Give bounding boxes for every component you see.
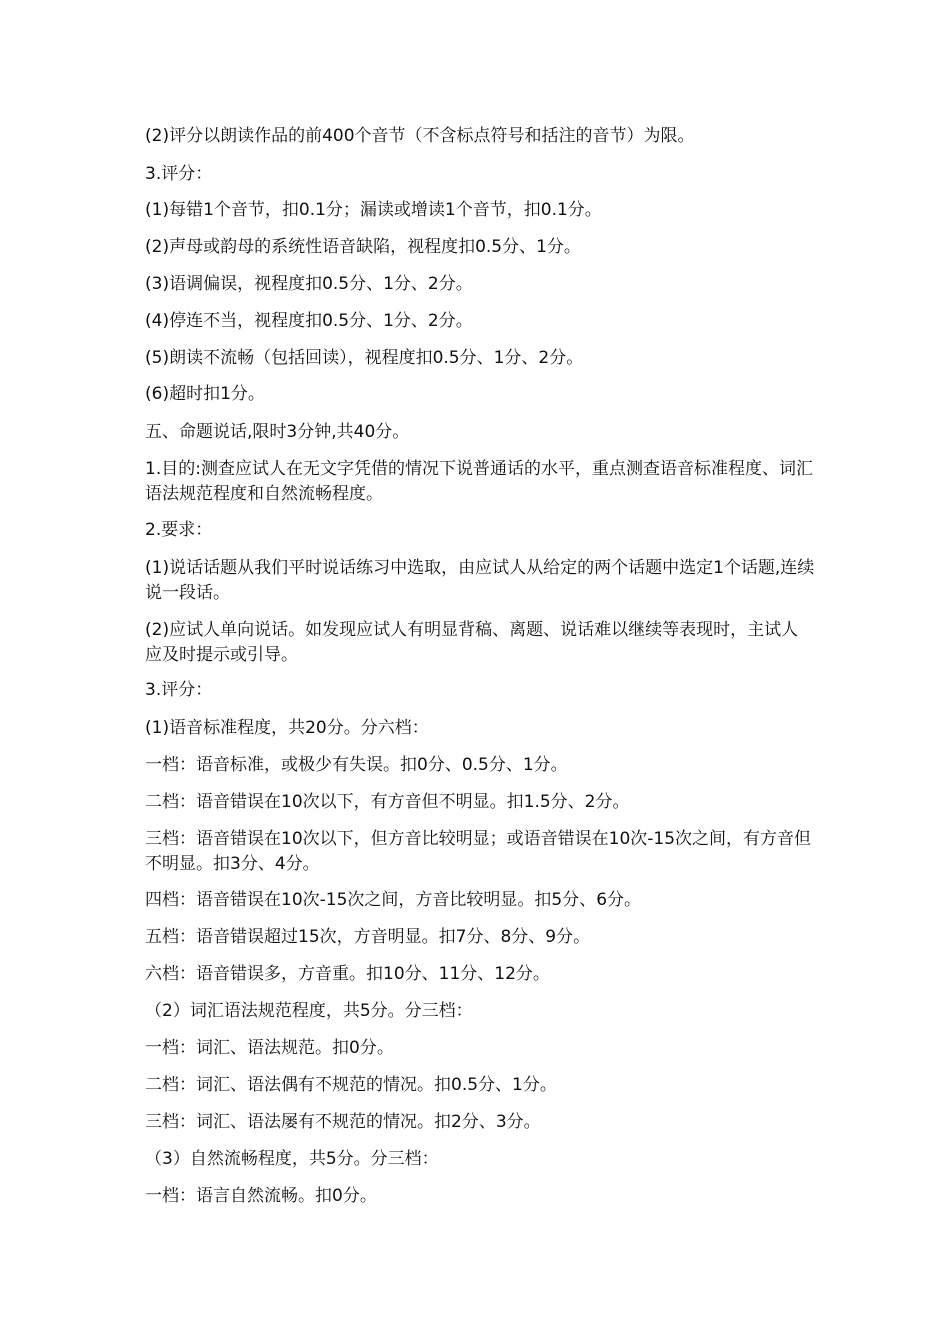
paragraph: (1)语音标准程度，共20分。分六档： [145,718,429,738]
paragraph: 二档：词汇、语法偶有不规范的情况。扣0.5分、1分。 [145,1075,557,1095]
paragraph: (3)语调偏误，视程度扣0.5分、1分、2分。 [145,274,473,294]
paragraph: 3.评分： [145,164,213,184]
section-heading: 五、命题说话,限时3分钟,共40分。 [145,422,410,442]
paragraph: 五档：语音错误超过15次，方音明显。扣7分、8分、9分。 [145,927,591,947]
paragraph: 2.要求： [145,520,213,540]
paragraph: 1.目的:测查应试人在无文字凭借的情况下说普通话的水平，重点测查语音标准程度、词汇语法规范程度和自然流畅程度。 [145,459,813,504]
paragraph: (6)超时扣1分。 [145,384,265,404]
paragraph: (5)朗读不流畅（包括回读），视程度扣0.5分、1分、2分。 [145,348,584,368]
paragraph: (2)评分以朗读作品的前400个音节（不含标点符号和括注的音节）为限。 [145,126,695,146]
paragraph: 一档：词汇、语法规范。扣0分。 [145,1038,394,1058]
paragraph: 一档：语言自然流畅。扣0分。 [145,1186,377,1206]
paragraph: (4)停连不当，视程度扣0.5分、1分、2分。 [145,311,473,331]
paragraph: (1)每错1个音节，扣0.1分；漏读或增读1个音节，扣0.1分。 [145,200,602,220]
paragraph: (2)声母或韵母的系统性语音缺陷，视程度扣0.5分、1分。 [145,237,581,257]
paragraph: （3）自然流畅程度，共5分。分三档： [145,1149,439,1169]
paragraph: 二档：语音错误在10次以下，有方音但不明显。扣1.5分、2分。 [145,792,630,812]
paragraph: (2)应试人单向说话。如发现应试人有明显背稿、离题、说话难以继续等表现时，主试人应及时提示或引导。 [145,620,799,665]
paragraph: （2）词汇语法规范程度，共5分。分三档： [145,1001,473,1021]
paragraph: 三档：语音错误在10次以下，但方音比较明显；或语音错误在10次-15次之间，有方音但不明显。扣3分、4分。 [145,829,812,874]
paragraph: 三档：词汇、语法屡有不规范的情况。扣2分、3分。 [145,1112,541,1132]
paragraph: 一档：语音标准，或极少有失误。扣0分、0.5分、1分。 [145,755,568,775]
paragraph: 3.评分： [145,680,213,700]
paragraph: 六档：语音错误多，方音重。扣10分、11分、12分。 [145,964,550,984]
paragraph: (1)说话话题从我们平时说话练习中选取，由应试人从给定的两个话题中选定1个话题,连续说一段话。 [145,558,815,603]
paragraph: 四档：语音错误在10次-15次之间，方音比较明显。扣5分、6分。 [145,890,642,910]
